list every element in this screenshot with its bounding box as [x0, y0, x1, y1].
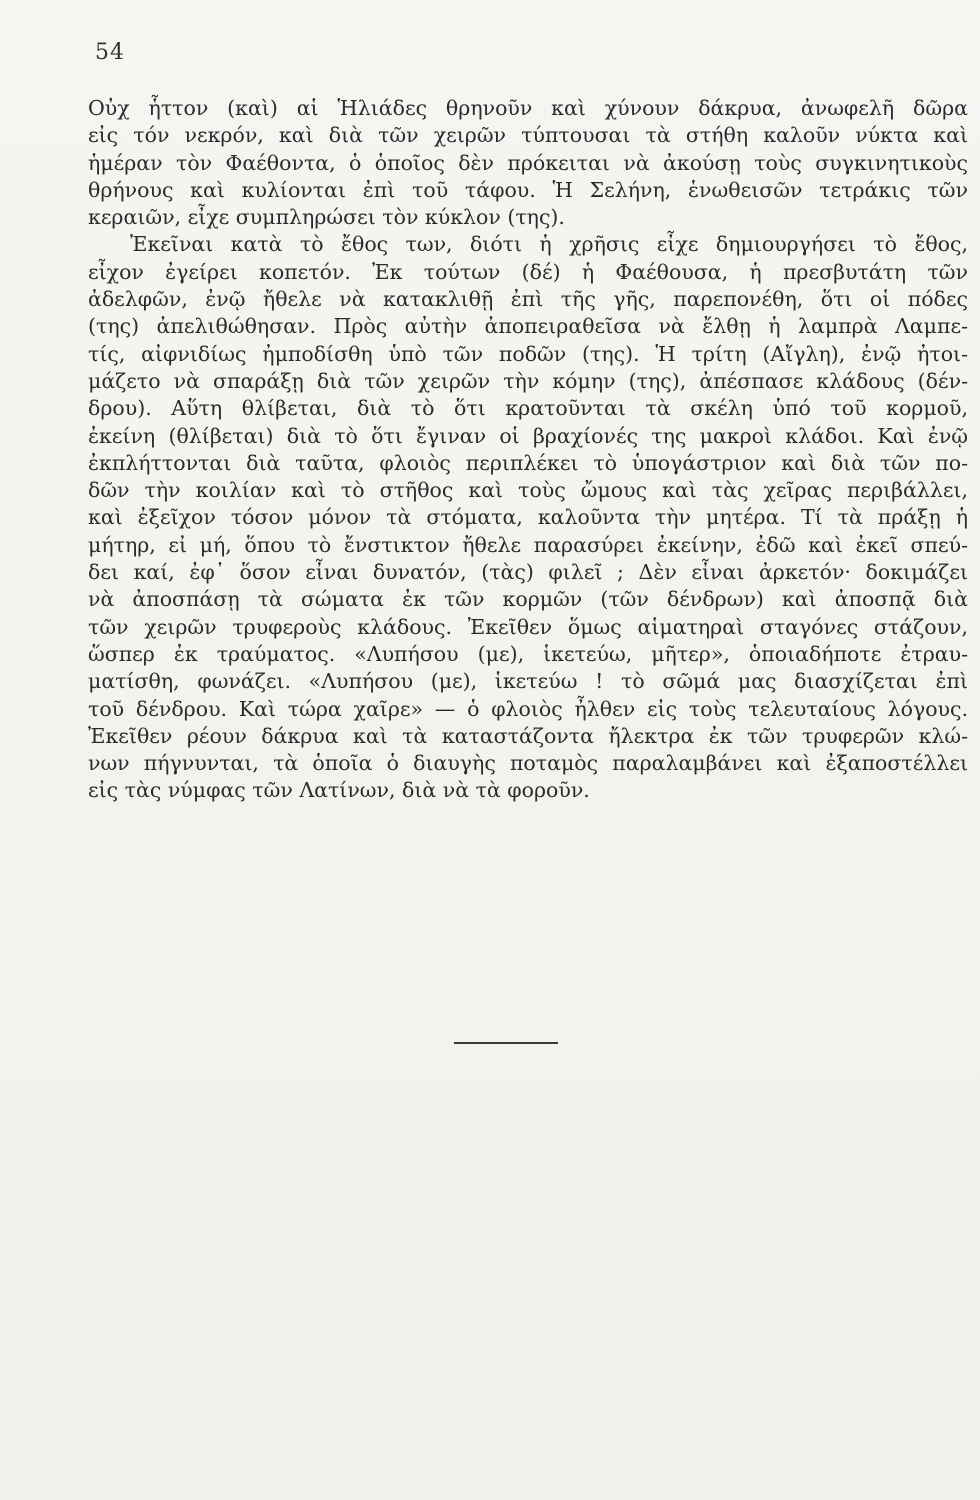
text-line: τίς, αἰφνιδίως ἠμποδίσθη ὑπὸ τῶν ποδῶν (της). Ἡ τρίτη (Αἴγλη), ἐνῷ ἠτοι- — [88, 341, 968, 366]
text-line: ἐκείνη (θλίβεται) διὰ τὸ ὅτι ἔγιναν οἱ βραχίονές της μακροὶ κλάδοι. Καὶ ἐνῷ — [88, 423, 968, 448]
text-line: κεραιῶν, εἶχε συμπληρώσει τὸν κύκλον (της). — [88, 205, 565, 230]
text-line: δει καί, ἐφ᾽ ὅσον εἶναι δυνατόν, (τὰς) φιλεῖ ; Δὲν εἶναι ἀρκετόν· δοκιμάζει — [88, 560, 968, 585]
text-line: Οὐχ ἧττον (καὶ) αἱ Ἡλιάδες θρηνοῦν καὶ χύνουν δάκρυα, ἀνωφελῆ δῶρα — [88, 96, 968, 120]
text-line: τῶν χειρῶν τρυφεροὺς κλάδους. Ἐκεῖθεν ὅμως αἱματηραὶ σταγόνες στάζουν, — [88, 614, 968, 639]
text-line: Ἐκεῖθεν ρέουν δάκρυα καὶ τὰ καταστάζοντα ἤλεκτρα ἐκ τῶν τρυφερῶν κλώ- — [88, 723, 968, 748]
text-line: καὶ ἐξεῖχον τόσον μόνον τὰ στόματα, καλοῦντα τὴν μητέρα. Τί τὰ πράξῃ ἡ — [88, 505, 968, 530]
text-line: τοῦ δένδρου. Καὶ τώρα χαῖρε» — ὁ φλοιὸς ἦλθεν εἰς τοὺς τελευταίους λόγους. — [88, 696, 968, 721]
page-number: 54 — [95, 40, 125, 65]
text-line: εἰς τόν νεκρόν, καὶ διὰ τῶν χειρῶν τύπτουσαι τὰ στήθη καλοῦν νύκτα καὶ — [88, 123, 968, 148]
text-line: ὥσπερ ἐκ τραύματος. «Λυπήσου (με), ἱκετεύω, μῆτερ», ὁποιαδήποτε ἐτραυ- — [88, 641, 968, 666]
text-line: δῶν τὴν κοιλίαν καὶ τὸ στῆθος καὶ τοὺς ὤμους καὶ τὰς χεῖρας περιβάλλει, — [88, 478, 968, 503]
text-line: νὰ ἀποσπάσῃ τὰ σώματα ἐκ τῶν κορμῶν (τῶν δένδρων) καὶ ἀποσπᾷ διὰ — [88, 587, 968, 612]
section-divider-rule — [454, 1042, 558, 1044]
text-line: θρήνους καὶ κυλίονται ἐπὶ τοῦ τάφου. Ἡ Σελήνη, ἑνωθεισῶν τετράκις τῶν — [88, 177, 968, 202]
text-line: μήτηρ, εἰ μή, ὅπου τὸ ἔνστικτον ἤθελε παρασύρει ἐκείνην, ἐδῶ καὶ ἐκεῖ σπεύ- — [88, 532, 968, 557]
text-line: εἰς τὰς νύμφας τῶν Λατίνων, διὰ νὰ τὰ φοροῦν. — [88, 778, 590, 803]
text-line: ἀδελφῶν, ἐνῷ ἤθελε νὰ κατακλιθῇ ἐπὶ τῆς γῆς, παρεπονέθη, ὅτι οἱ πόδες — [88, 287, 968, 312]
text-line: νων πήγνυνται, τὰ ὁποῖα ὁ διαυγὴς ποταμὸς παραλαμβάνει καὶ ἐξαποστέλλει — [88, 751, 968, 776]
text-line: δρου). Αὕτη θλίβεται, διὰ τὸ ὅτι κρατοῦνται τὰ σκέλη ὑπό τοῦ κορμοῦ, — [88, 396, 968, 421]
body-paragraph — [88, 95, 968, 805]
text-line: μάζετο νὰ σπαράξῃ διὰ τῶν χειρῶν τὴν κόμην (της), ἀπέσπασε κλάδους (δέν- — [88, 368, 968, 393]
text-line: ἡμέραν τὸν Φαέθοντα, ὁ ὁποῖος δὲν πρόκειται νὰ ἀκούσῃ τοὺς συγκινητικοὺς — [88, 150, 968, 175]
text-line: (της) ἀπελιθώθησαν. Πρὸς αὐτὴν ἀποπειραθεῖσα νὰ ἔλθῃ ἡ λαμπρὰ Λαμπε- — [88, 314, 968, 339]
text-line: ματίσθη, φωνάζει. «Λυπήσου (με), ἱκετεύω ! τὸ σῶμά μας διασχίζεται ἐπὶ — [88, 669, 968, 694]
text-line: ἐκπλήττονται διὰ ταῦτα, φλοιὸς περιπλέκει τὸ ὑπογάστριον καὶ διὰ τῶν πο- — [88, 450, 968, 475]
text-line: εἶχον ἐγείρει κοπετόν. Ἐκ τούτων (δέ) ἡ Φαέθουσα, ἡ πρεσβυτάτη τῶν — [88, 259, 968, 284]
text-line: Ἐκεῖναι κατὰ τὸ ἔθος των, διότι ἡ χρῆσις εἶχε δημιουργήσει τὸ ἔθος, — [130, 232, 968, 257]
